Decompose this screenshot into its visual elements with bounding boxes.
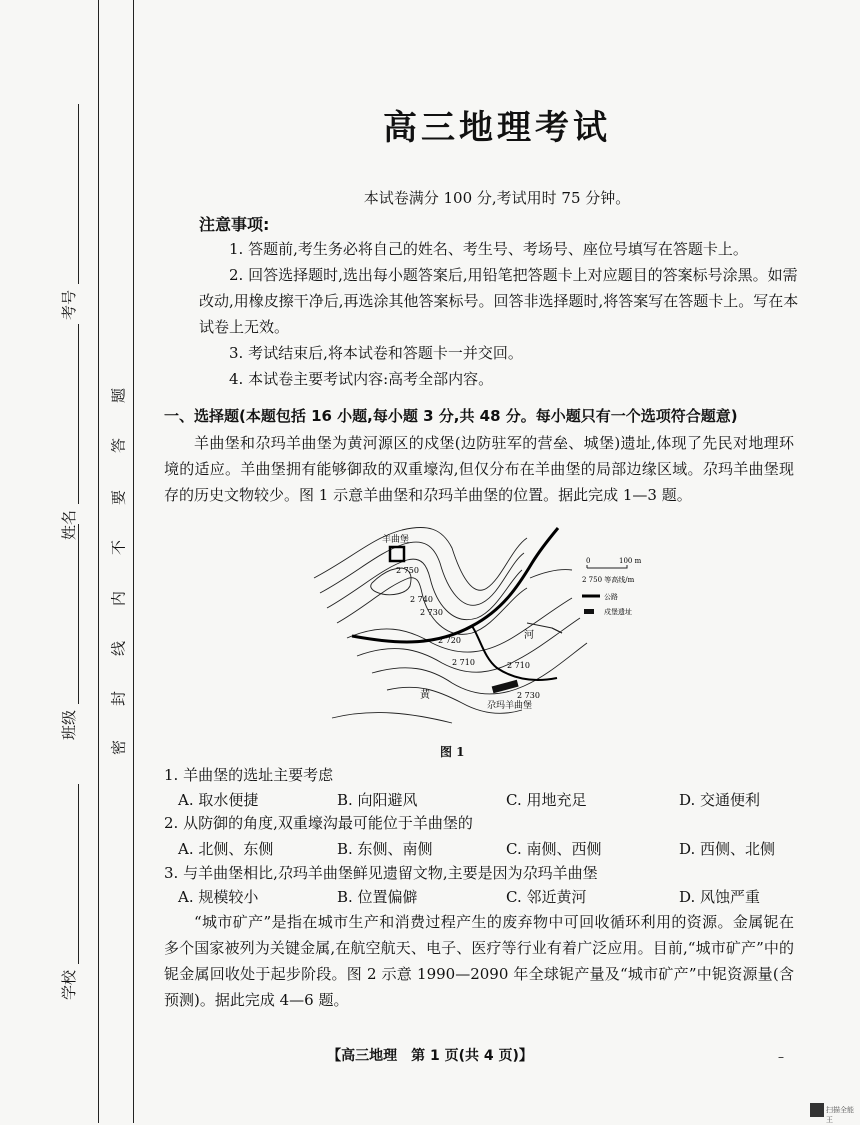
gama-site-icon — [492, 680, 519, 693]
scanner-watermark: 扫描全能王 — [826, 1106, 854, 1124]
question-3-option[interactable]: A. 规模较小 — [178, 888, 259, 906]
yangqubao-label: 羊曲堡 — [382, 535, 410, 545]
name-label: 姓名 — [60, 509, 78, 540]
exam-number-field[interactable] — [58, 280, 79, 320]
exam-info: 本试卷满分 100 分,考试用时 75 分钟。 — [363, 189, 631, 207]
binding-line-inner — [133, 0, 134, 1123]
seal-char: 答 — [109, 438, 128, 454]
question-1-option[interactable]: B. 向阳避风 — [337, 791, 418, 809]
figure-1-caption: 图 1 — [440, 745, 465, 759]
seal-char: 线 — [109, 641, 128, 657]
question-1-option[interactable]: A. 取水便捷 — [178, 791, 259, 809]
question-1-option[interactable]: D. 交通便利 — [679, 791, 761, 809]
legend-road: 公路 — [604, 593, 618, 601]
contour-label: 2 710 — [452, 658, 475, 667]
passage-2: “城市矿产”是指在城市生产和消费过程产生的废弃物中可回收循环利用的资源。金属铌在多个国家被列为关键金属,在航空航天、电子、医疗等行业有着广泛应用。目前,“城市矿产”中的铌金属回收处于起步阶段。图 2 示意 1990—2090 年全球铌产量及“城市矿产”中铌资源量(含预测)。据此完成 4—6 题。 — [164, 913, 794, 1009]
class-field[interactable] — [58, 700, 79, 740]
seal-char: 密 — [109, 740, 128, 756]
question-2-option[interactable]: D. 西侧、北侧 — [679, 840, 776, 858]
river-label-he: 河 — [524, 630, 534, 641]
qr-code-icon — [810, 1103, 824, 1117]
notice-item: 3. 考试结束后,将本试卷和答题卡一并交回。 — [229, 344, 523, 362]
question-3-stem: 3. 与羊曲堡相比,尕玛羊曲堡鲜见遗留文物,主要是因为尕玛羊曲堡 — [164, 864, 598, 882]
contour-label: 2 730 — [517, 691, 540, 700]
notice-item: 2. 回答选择题时,选出每小题答案后,用铅笔把答题卡上对应题目的答案标号涂黑。如需改动,用橡皮擦干净后,再选涂其他答案标号。回答非选择题时,将答案写在答题卡上。写在本试卷上无效。 — [199, 266, 799, 336]
legend-site: 戍堡遗址 — [604, 608, 632, 616]
legend-contour: 2 750 等高线/m — [582, 576, 635, 584]
page-title: 高三地理考试 — [383, 108, 611, 148]
seal-char: 封 — [109, 691, 128, 707]
seal-char: 不 — [109, 540, 128, 556]
school-label: 学校 — [60, 969, 78, 1000]
map-legend — [582, 557, 642, 616]
contour-label: 2 730 — [420, 608, 443, 617]
contour-label: 2 710 — [507, 661, 530, 670]
contour-label: 2 740 — [410, 595, 433, 604]
seal-char: 要 — [109, 490, 128, 506]
passage-1: 羊曲堡和尕玛羊曲堡为黄河源区的戍堡(边防驻军的营垒、城堡)遗址,体现了先民对地理环境的适应。羊曲堡拥有能够御敌的双重壕沟,但仅分布在羊曲堡的局部边缘区域。尕玛羊曲堡现存的历史文物较少。图 1 示意羊曲堡和尕玛羊曲堡的位置。据此完成 1—3 题。 — [164, 434, 794, 504]
contour-label: 2 720 — [438, 636, 461, 645]
section-title: 一、选择题(本题包括 16 小题,每小题 3 分,共 48 分。每小题只有一个选项符合题意) — [164, 407, 738, 425]
scale-zero: 0 — [586, 557, 591, 565]
scale-distance: 100 m — [619, 557, 642, 565]
river-label-huang: 黄 — [420, 690, 430, 701]
notice-item: 1. 答题前,考生务必将自己的姓名、考生号、考场号、座位号填写在答题卡上。 — [229, 240, 748, 258]
seal-char: 内 — [109, 591, 128, 607]
gama-label: 尕玛羊曲堡 — [487, 701, 533, 711]
contour-label: 2 750 — [396, 566, 419, 575]
question-2-option[interactable]: C. 南侧、西侧 — [506, 840, 602, 858]
notice-list — [199, 236, 799, 392]
class-label: 班级 — [60, 709, 78, 740]
figure-1-map — [312, 518, 678, 743]
question-1-stem: 1. 羊曲堡的选址主要考虑 — [164, 766, 334, 784]
page-footer: 【高三地理 第 1 页(共 4 页)】 — [327, 1048, 533, 1064]
question-2-option[interactable]: A. 北侧、东侧 — [178, 840, 274, 858]
footer-dash: – — [778, 1050, 784, 1064]
question-3-option[interactable]: B. 位置偏僻 — [337, 888, 418, 906]
binding-line-outer — [98, 0, 99, 1123]
exam-number-label: 考号 — [60, 289, 78, 320]
seal-char: 题 — [109, 388, 128, 404]
question-2-stem: 2. 从防御的角度,双重壕沟最可能位于羊曲堡的 — [164, 814, 473, 832]
school-field[interactable] — [58, 960, 79, 1000]
question-3-option[interactable]: C. 邻近黄河 — [506, 888, 587, 906]
question-2-option[interactable]: B. 东侧、南侧 — [337, 840, 433, 858]
notice-heading: 注意事项: — [199, 215, 270, 234]
question-3-option[interactable]: D. 风蚀严重 — [679, 888, 761, 906]
notice-item: 4. 本试卷主要考试内容:高考全部内容。 — [229, 370, 494, 388]
question-1-option[interactable]: C. 用地充足 — [506, 791, 587, 809]
